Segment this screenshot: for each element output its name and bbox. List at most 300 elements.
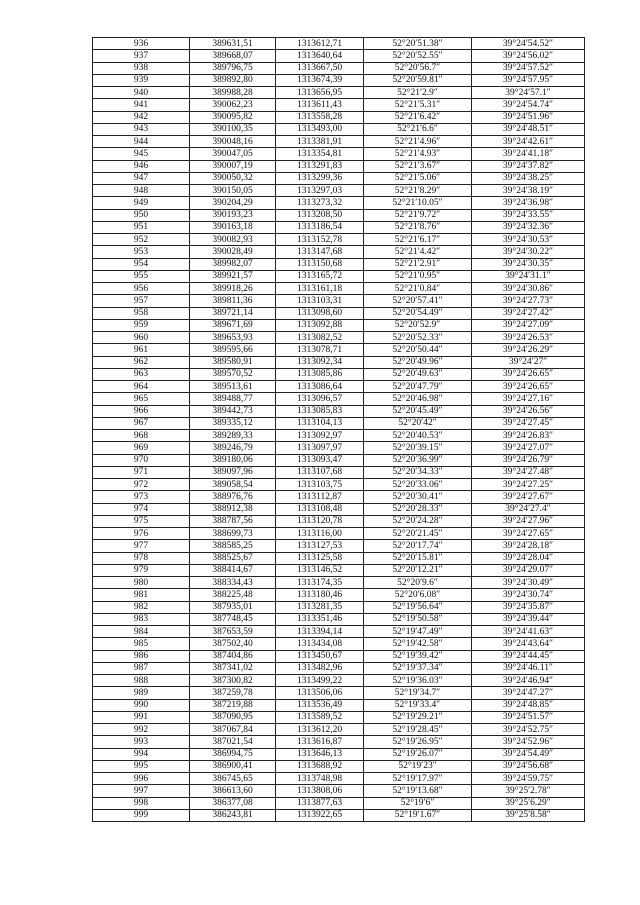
point-number-cell: 989 <box>93 687 190 699</box>
x-coordinate-cell: 387748,45 <box>190 613 276 625</box>
y-coordinate-cell: 1313808,06 <box>276 785 364 797</box>
longitude-cell: 39°24′57.95″ <box>472 74 585 86</box>
point-number-cell: 991 <box>93 711 190 723</box>
table-row <box>93 675 585 687</box>
point-number-cell: 956 <box>93 283 190 295</box>
latitude-cell: 52°20′28.33″ <box>364 503 472 515</box>
latitude-cell: 52°21′3.67″ <box>364 160 472 172</box>
table-row <box>93 564 585 576</box>
y-coordinate-cell: 1313103,75 <box>276 479 364 491</box>
latitude-cell: 52°20′50.44″ <box>364 344 472 356</box>
x-coordinate-cell: 387090,95 <box>190 711 276 723</box>
table-row <box>93 515 585 527</box>
table-row <box>93 540 585 552</box>
table-row <box>93 589 585 601</box>
table-row <box>93 760 585 772</box>
y-coordinate-cell: 1313092,34 <box>276 356 364 368</box>
point-number-cell: 967 <box>93 417 190 429</box>
x-coordinate-cell: 387502,40 <box>190 638 276 650</box>
table-row <box>93 111 585 123</box>
y-coordinate-cell: 1313125,58 <box>276 552 364 564</box>
point-number-cell: 962 <box>93 356 190 368</box>
latitude-cell: 52°21′8.76″ <box>364 221 472 233</box>
y-coordinate-cell: 1313174,35 <box>276 577 364 589</box>
point-number-cell: 940 <box>93 87 190 99</box>
table-row <box>93 50 585 62</box>
latitude-cell: 52°21′9.72″ <box>364 209 472 221</box>
table-row <box>93 699 585 711</box>
x-coordinate-cell: 389918,26 <box>190 283 276 295</box>
longitude-cell: 39°24′27.45″ <box>472 417 585 429</box>
longitude-cell: 39°24′27.25″ <box>472 479 585 491</box>
point-number-cell: 938 <box>93 62 190 74</box>
longitude-cell: 39°24′27.16″ <box>472 393 585 405</box>
x-coordinate-cell: 390062,23 <box>190 99 276 111</box>
longitude-cell: 39°24′47.27″ <box>472 687 585 699</box>
point-number-cell: 999 <box>93 809 190 821</box>
table-row <box>93 736 585 748</box>
point-number-cell: 977 <box>93 540 190 552</box>
table-row <box>93 368 585 380</box>
x-coordinate-cell: 389570,52 <box>190 368 276 380</box>
point-number-cell: 961 <box>93 344 190 356</box>
y-coordinate-cell: 1313640,64 <box>276 50 364 62</box>
longitude-cell: 39°24′26.65″ <box>472 368 585 380</box>
table-row <box>93 773 585 785</box>
table-row <box>93 711 585 723</box>
latitude-cell: 52°21′8.29″ <box>364 185 472 197</box>
y-coordinate-cell: 1313150,68 <box>276 258 364 270</box>
latitude-cell: 52°19′56.64″ <box>364 601 472 613</box>
y-coordinate-cell: 1313616,87 <box>276 736 364 748</box>
y-coordinate-cell: 1313612,20 <box>276 724 364 736</box>
longitude-cell: 39°24′33.55″ <box>472 209 585 221</box>
longitude-cell: 39°24′48.85″ <box>472 699 585 711</box>
y-coordinate-cell: 1313297,03 <box>276 185 364 197</box>
y-coordinate-cell: 1313536,49 <box>276 699 364 711</box>
y-coordinate-cell: 1313589,52 <box>276 711 364 723</box>
x-coordinate-cell: 387341,02 <box>190 662 276 674</box>
longitude-cell: 39°24′27.65″ <box>472 528 585 540</box>
y-coordinate-cell: 1313922,65 <box>276 809 364 821</box>
x-coordinate-cell: 388334,43 <box>190 577 276 589</box>
y-coordinate-cell: 1313165,72 <box>276 270 364 282</box>
x-coordinate-cell: 390050,32 <box>190 172 276 184</box>
latitude-cell: 52°20′21.45″ <box>364 528 472 540</box>
table-row <box>93 613 585 625</box>
point-number-cell: 963 <box>93 368 190 380</box>
longitude-cell: 39°24′28.04″ <box>472 552 585 564</box>
latitude-cell: 52°20′40.53″ <box>364 430 472 442</box>
y-coordinate-cell: 1313103,31 <box>276 295 364 307</box>
point-number-cell: 939 <box>93 74 190 86</box>
table-row <box>93 234 585 246</box>
longitude-cell: 39°24′46.94″ <box>472 675 585 687</box>
y-coordinate-cell: 1313612,71 <box>276 38 364 50</box>
longitude-cell: 39°24′27.67″ <box>472 491 585 503</box>
x-coordinate-cell: 386613,60 <box>190 785 276 797</box>
table-row <box>93 185 585 197</box>
point-number-cell: 970 <box>93 454 190 466</box>
y-coordinate-cell: 1313097,97 <box>276 442 364 454</box>
y-coordinate-cell: 1313082,52 <box>276 332 364 344</box>
x-coordinate-cell: 389595,66 <box>190 344 276 356</box>
longitude-cell: 39°24′27.42″ <box>472 307 585 319</box>
table-row <box>93 577 585 589</box>
x-coordinate-cell: 389811,36 <box>190 295 276 307</box>
table-row <box>93 650 585 662</box>
longitude-cell: 39°24′38.19″ <box>472 185 585 197</box>
longitude-cell: 39°24′44.45″ <box>472 650 585 662</box>
point-number-cell: 979 <box>93 564 190 576</box>
latitude-cell: 52°19′34.7″ <box>364 687 472 699</box>
table-row <box>93 479 585 491</box>
latitude-cell: 52°19′26.95″ <box>364 736 472 748</box>
latitude-cell: 52°19′47.49″ <box>364 626 472 638</box>
x-coordinate-cell: 390150,05 <box>190 185 276 197</box>
x-coordinate-cell: 390047,05 <box>190 148 276 160</box>
table-row <box>93 160 585 172</box>
table-row <box>93 74 585 86</box>
point-number-cell: 945 <box>93 148 190 160</box>
point-number-cell: 990 <box>93 699 190 711</box>
point-number-cell: 944 <box>93 136 190 148</box>
x-coordinate-cell: 390100,35 <box>190 123 276 135</box>
y-coordinate-cell: 1313120,78 <box>276 515 364 527</box>
table-row <box>93 393 585 405</box>
x-coordinate-cell: 390007,19 <box>190 160 276 172</box>
table-row <box>93 785 585 797</box>
x-coordinate-cell: 390028,49 <box>190 246 276 258</box>
table-row <box>93 283 585 295</box>
point-number-cell: 994 <box>93 748 190 760</box>
longitude-cell: 39°24′38.25″ <box>472 172 585 184</box>
table-row <box>93 197 585 209</box>
x-coordinate-cell: 388585,25 <box>190 540 276 552</box>
x-coordinate-cell: 389982,07 <box>190 258 276 270</box>
point-number-cell: 997 <box>93 785 190 797</box>
table-row <box>93 148 585 160</box>
table-row <box>93 638 585 650</box>
x-coordinate-cell: 387404,86 <box>190 650 276 662</box>
longitude-cell: 39°24′29.07″ <box>472 564 585 576</box>
longitude-cell: 39°24′54.49″ <box>472 748 585 760</box>
latitude-cell: 52°19′37.34″ <box>364 662 472 674</box>
table-row <box>93 270 585 282</box>
latitude-cell: 52°20′49.96″ <box>364 356 472 368</box>
table-row <box>93 809 585 821</box>
longitude-cell: 39°24′39.44″ <box>472 613 585 625</box>
x-coordinate-cell: 388976,76 <box>190 491 276 503</box>
point-number-cell: 947 <box>93 172 190 184</box>
y-coordinate-cell: 1313656,95 <box>276 87 364 99</box>
table-row <box>93 172 585 184</box>
point-number-cell: 959 <box>93 319 190 331</box>
latitude-cell: 52°20′17.74″ <box>364 540 472 552</box>
table-row <box>93 430 585 442</box>
latitude-cell: 52°19′6″ <box>364 797 472 809</box>
longitude-cell: 39°24′48.51″ <box>472 123 585 135</box>
y-coordinate-cell: 1313299,36 <box>276 172 364 184</box>
longitude-cell: 39°24′27.4″ <box>472 503 585 515</box>
x-coordinate-cell: 387021,54 <box>190 736 276 748</box>
point-number-cell: 973 <box>93 491 190 503</box>
latitude-cell: 52°21′2.91″ <box>364 258 472 270</box>
point-number-cell: 982 <box>93 601 190 613</box>
longitude-cell: 39°24′27.96″ <box>472 515 585 527</box>
y-coordinate-cell: 1313104,13 <box>276 417 364 429</box>
table-row <box>93 405 585 417</box>
y-coordinate-cell: 1313096,57 <box>276 393 364 405</box>
latitude-cell: 52°21′4.93″ <box>364 148 472 160</box>
table-row <box>93 246 585 258</box>
longitude-cell: 39°24′26.79″ <box>472 454 585 466</box>
point-number-cell: 950 <box>93 209 190 221</box>
longitude-cell: 39°24′36.98″ <box>472 197 585 209</box>
point-number-cell: 943 <box>93 123 190 135</box>
y-coordinate-cell: 1313146,52 <box>276 564 364 576</box>
point-number-cell: 988 <box>93 675 190 687</box>
latitude-cell: 52°20′9.6″ <box>364 577 472 589</box>
longitude-cell: 39°24′57.52″ <box>472 62 585 74</box>
point-number-cell: 986 <box>93 650 190 662</box>
y-coordinate-cell: 1313748,98 <box>276 773 364 785</box>
point-number-cell: 936 <box>93 38 190 50</box>
table-row <box>93 503 585 515</box>
longitude-cell: 39°24′42.61″ <box>472 136 585 148</box>
longitude-cell: 39°24′30.22″ <box>472 246 585 258</box>
table-row <box>93 221 585 233</box>
point-number-cell: 980 <box>93 577 190 589</box>
point-number-cell: 949 <box>93 197 190 209</box>
latitude-cell: 52°20′6.08″ <box>364 589 472 601</box>
latitude-cell: 52°21′10.05″ <box>364 197 472 209</box>
table-row <box>93 295 585 307</box>
latitude-cell: 52°20′30.41″ <box>364 491 472 503</box>
y-coordinate-cell: 1313499,22 <box>276 675 364 687</box>
latitude-cell: 52°20′45.49″ <box>364 405 472 417</box>
point-number-cell: 965 <box>93 393 190 405</box>
point-number-cell: 976 <box>93 528 190 540</box>
y-coordinate-cell: 1313086,64 <box>276 381 364 393</box>
table-row <box>93 319 585 331</box>
latitude-cell: 52°21′0.84″ <box>364 283 472 295</box>
point-number-cell: 941 <box>93 99 190 111</box>
y-coordinate-cell: 1313394,14 <box>276 626 364 638</box>
point-number-cell: 998 <box>93 797 190 809</box>
y-coordinate-cell: 1313877,63 <box>276 797 364 809</box>
latitude-cell: 52°19′26.07″ <box>364 748 472 760</box>
longitude-cell: 39°24′30.53″ <box>472 234 585 246</box>
y-coordinate-cell: 1313092,97 <box>276 430 364 442</box>
x-coordinate-cell: 389097,96 <box>190 466 276 478</box>
latitude-cell: 52°19′36.03″ <box>364 675 472 687</box>
latitude-cell: 52°20′52.9″ <box>364 319 472 331</box>
point-number-cell: 968 <box>93 430 190 442</box>
y-coordinate-cell: 1313611,43 <box>276 99 364 111</box>
latitude-cell: 52°20′15.81″ <box>364 552 472 564</box>
longitude-cell: 39°24′30.74″ <box>472 589 585 601</box>
table-row <box>93 797 585 809</box>
latitude-cell: 52°20′56.7″ <box>364 62 472 74</box>
x-coordinate-cell: 389289,33 <box>190 430 276 442</box>
latitude-cell: 52°21′5.31″ <box>364 99 472 111</box>
point-number-cell: 952 <box>93 234 190 246</box>
longitude-cell: 39°24′51.96″ <box>472 111 585 123</box>
point-number-cell: 957 <box>93 295 190 307</box>
table-row <box>93 356 585 368</box>
latitude-cell: 52°21′0.95″ <box>364 270 472 282</box>
y-coordinate-cell: 1313116,00 <box>276 528 364 540</box>
table-row <box>93 442 585 454</box>
longitude-cell: 39°24′26.53″ <box>472 332 585 344</box>
latitude-cell: 52°21′4.42″ <box>364 246 472 258</box>
latitude-cell: 52°20′12.21″ <box>364 564 472 576</box>
y-coordinate-cell: 1313354,81 <box>276 148 364 160</box>
latitude-cell: 52°20′36.99″ <box>364 454 472 466</box>
table-row <box>93 528 585 540</box>
latitude-cell: 52°20′34.33″ <box>364 466 472 478</box>
x-coordinate-cell: 389246,79 <box>190 442 276 454</box>
point-number-cell: 987 <box>93 662 190 674</box>
latitude-cell: 52°20′24.28″ <box>364 515 472 527</box>
y-coordinate-cell: 1313351,46 <box>276 613 364 625</box>
latitude-cell: 52°21′6.17″ <box>364 234 472 246</box>
x-coordinate-cell: 388225,48 <box>190 589 276 601</box>
longitude-cell: 39°24′26.65″ <box>472 381 585 393</box>
x-coordinate-cell: 389513,61 <box>190 381 276 393</box>
y-coordinate-cell: 1313667,50 <box>276 62 364 74</box>
longitude-cell: 39°24′26.29″ <box>472 344 585 356</box>
latitude-cell: 52°19′1.67″ <box>364 809 472 821</box>
y-coordinate-cell: 1313107,68 <box>276 466 364 478</box>
latitude-cell: 52°20′42″ <box>364 417 472 429</box>
point-number-cell: 975 <box>93 515 190 527</box>
point-number-cell: 983 <box>93 613 190 625</box>
x-coordinate-cell: 390095,82 <box>190 111 276 123</box>
latitude-cell: 52°20′39.15″ <box>364 442 472 454</box>
longitude-cell: 39°24′37.82″ <box>472 160 585 172</box>
x-coordinate-cell: 387653,59 <box>190 626 276 638</box>
y-coordinate-cell: 1313147,68 <box>276 246 364 258</box>
x-coordinate-cell: 389668,07 <box>190 50 276 62</box>
latitude-cell: 52°20′51.38″ <box>364 38 472 50</box>
latitude-cell: 52°20′46.98″ <box>364 393 472 405</box>
table-row <box>93 136 585 148</box>
longitude-cell: 39°24′26.56″ <box>472 405 585 417</box>
longitude-cell: 39°25′6.29″ <box>472 797 585 809</box>
longitude-cell: 39°24′41.63″ <box>472 626 585 638</box>
y-coordinate-cell: 1313085,86 <box>276 368 364 380</box>
latitude-cell: 52°19′23″ <box>364 760 472 772</box>
x-coordinate-cell: 389892,80 <box>190 74 276 86</box>
longitude-cell: 39°24′27″ <box>472 356 585 368</box>
longitude-cell: 39°24′54.74″ <box>472 99 585 111</box>
table-row <box>93 662 585 674</box>
longitude-cell: 39°24′54.52″ <box>472 38 585 50</box>
y-coordinate-cell: 1313688,92 <box>276 760 364 772</box>
x-coordinate-cell: 386994,75 <box>190 748 276 760</box>
latitude-cell: 52°20′52.33″ <box>364 332 472 344</box>
point-number-cell: 964 <box>93 381 190 393</box>
point-number-cell: 946 <box>93 160 190 172</box>
x-coordinate-cell: 389671,69 <box>190 319 276 331</box>
x-coordinate-cell: 389921,57 <box>190 270 276 282</box>
point-number-cell: 992 <box>93 724 190 736</box>
longitude-cell: 39°24′41.18″ <box>472 148 585 160</box>
x-coordinate-cell: 387219,88 <box>190 699 276 711</box>
table-row <box>93 552 585 564</box>
table-row <box>93 258 585 270</box>
x-coordinate-cell: 389631,51 <box>190 38 276 50</box>
latitude-cell: 52°21′5.06″ <box>364 172 472 184</box>
x-coordinate-cell: 386377,08 <box>190 797 276 809</box>
y-coordinate-cell: 1313098,60 <box>276 307 364 319</box>
point-number-cell: 981 <box>93 589 190 601</box>
longitude-cell: 39°24′27.09″ <box>472 319 585 331</box>
longitude-cell: 39°24′56.68″ <box>472 760 585 772</box>
table-row <box>93 601 585 613</box>
table-row <box>93 626 585 638</box>
x-coordinate-cell: 389796,75 <box>190 62 276 74</box>
x-coordinate-cell: 386745,65 <box>190 773 276 785</box>
y-coordinate-cell: 1313180,46 <box>276 589 364 601</box>
point-number-cell: 972 <box>93 479 190 491</box>
latitude-cell: 52°20′33.06″ <box>364 479 472 491</box>
table-row <box>93 748 585 760</box>
x-coordinate-cell: 388525,67 <box>190 552 276 564</box>
coordinates-table <box>92 37 585 822</box>
point-number-cell: 954 <box>93 258 190 270</box>
table-row <box>93 491 585 503</box>
x-coordinate-cell: 387935,01 <box>190 601 276 613</box>
latitude-cell: 52°20′52.55″ <box>364 50 472 62</box>
y-coordinate-cell: 1313078,71 <box>276 344 364 356</box>
x-coordinate-cell: 387300,82 <box>190 675 276 687</box>
point-number-cell: 966 <box>93 405 190 417</box>
point-number-cell: 937 <box>93 50 190 62</box>
x-coordinate-cell: 390163,18 <box>190 221 276 233</box>
x-coordinate-cell: 388414,67 <box>190 564 276 576</box>
longitude-cell: 39°24′27.48″ <box>472 466 585 478</box>
y-coordinate-cell: 1313450,67 <box>276 650 364 662</box>
table-row <box>93 466 585 478</box>
x-coordinate-cell: 387259,78 <box>190 687 276 699</box>
longitude-cell: 39°24′35.87″ <box>472 601 585 613</box>
y-coordinate-cell: 1313506,06 <box>276 687 364 699</box>
y-coordinate-cell: 1313093,47 <box>276 454 364 466</box>
longitude-cell: 39°24′56.02″ <box>472 50 585 62</box>
longitude-cell: 39°24′28.18″ <box>472 540 585 552</box>
x-coordinate-cell: 388912,38 <box>190 503 276 515</box>
x-coordinate-cell: 389721,14 <box>190 307 276 319</box>
y-coordinate-cell: 1313646,13 <box>276 748 364 760</box>
point-number-cell: 995 <box>93 760 190 772</box>
point-number-cell: 948 <box>93 185 190 197</box>
y-coordinate-cell: 1313291,83 <box>276 160 364 172</box>
point-number-cell: 993 <box>93 736 190 748</box>
coordinates-table-body <box>93 38 585 822</box>
x-coordinate-cell: 387067,84 <box>190 724 276 736</box>
latitude-cell: 52°20′54.49″ <box>364 307 472 319</box>
y-coordinate-cell: 1313152,78 <box>276 234 364 246</box>
table-row <box>93 417 585 429</box>
table-row <box>93 687 585 699</box>
point-number-cell: 985 <box>93 638 190 650</box>
table-row <box>93 724 585 736</box>
longitude-cell: 39°25′2.78″ <box>472 785 585 797</box>
point-number-cell: 951 <box>93 221 190 233</box>
